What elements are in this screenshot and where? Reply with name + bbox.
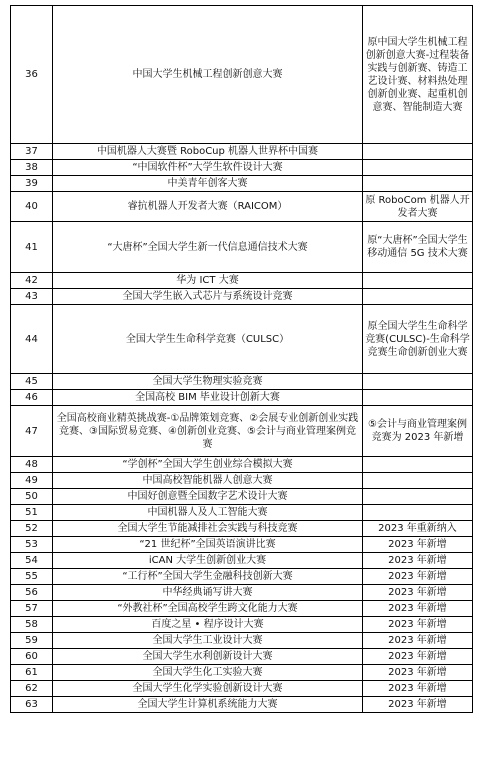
competition-note: [363, 160, 473, 176]
table-row: [11, 374, 473, 390]
table-row: [11, 457, 473, 473]
competition-name: 全国高校 BIM 毕业设计创新大赛: [53, 390, 363, 406]
row-number: 57: [11, 601, 53, 617]
row-number: 42: [11, 273, 53, 289]
competition-name: 全国大学生嵌入式芯片与系统设计竞赛: [53, 289, 363, 305]
row-number: 41: [11, 222, 53, 273]
competition-note: 2023 年新增: [363, 681, 473, 697]
competition-name: 全国大学生工业设计大赛: [53, 633, 363, 649]
row-number: 61: [11, 665, 53, 681]
competition-name: “大唐杯”全国大学生新一代信息通信技术大赛: [53, 222, 363, 273]
competition-note: [363, 176, 473, 192]
competition-name: “中国软件杯”大学生软件设计大赛: [53, 160, 363, 176]
competition-name: 全国大学生生命科学竞赛（CULSC）: [53, 305, 363, 374]
competition-table: [10, 5, 473, 713]
competition-name: “21 世纪杯”全国英语演讲比赛: [53, 537, 363, 553]
competition-note: 原“大唐杯”全国大学生移动通信 5G 技术大赛: [363, 222, 473, 273]
competition-note: 2023 年新增: [363, 649, 473, 665]
competition-name: 中华经典诵写讲大赛: [53, 585, 363, 601]
competition-name: 全国大学生化工实验大赛: [53, 665, 363, 681]
competition-note: [363, 505, 473, 521]
table-row: [11, 160, 473, 176]
table-row: [11, 521, 473, 537]
table-row: [11, 305, 473, 374]
competition-note: 2023 年新增: [363, 585, 473, 601]
row-number: 45: [11, 374, 53, 390]
table-row: [11, 489, 473, 505]
competition-note: [363, 144, 473, 160]
competition-note: 2023 年新增: [363, 553, 473, 569]
row-number: 63: [11, 697, 53, 713]
table-row: [11, 601, 473, 617]
competition-name: “工行杯”全国大学生金融科技创新大赛: [53, 569, 363, 585]
row-number: 55: [11, 569, 53, 585]
competition-note: 原 RoboCom 机器人开发者大赛: [363, 192, 473, 222]
competition-name: 全国高校商业精英挑战赛-①品牌策划竞赛、②会展专业创新创业实践竞赛、③国际贸易竞赛、④创新创业竞赛、⑤会计与商业管理案例竞赛: [53, 406, 363, 457]
row-number: 52: [11, 521, 53, 537]
table-row: [11, 473, 473, 489]
competition-note: 2023 年新增: [363, 569, 473, 585]
competition-name: 全国大学生化学实验创新设计大赛: [53, 681, 363, 697]
table-row: [11, 144, 473, 160]
row-number: 43: [11, 289, 53, 305]
competition-name: 百度之星 • 程序设计大赛: [53, 617, 363, 633]
row-number: 49: [11, 473, 53, 489]
table-row: [11, 697, 473, 713]
competition-name: “外教社杯”全国高校学生跨文化能力大赛: [53, 601, 363, 617]
table-row: [11, 585, 473, 601]
row-number: 58: [11, 617, 53, 633]
table-row: [11, 569, 473, 585]
table-row: [11, 537, 473, 553]
competition-name: “学创杯”全国大学生创业综合模拟大赛: [53, 457, 363, 473]
competition-note: 2023 年新增: [363, 665, 473, 681]
row-number: 37: [11, 144, 53, 160]
competition-note: 原全国大学生生命科学竞赛(CULSC)-生命科学竞赛生命创新创业大赛: [363, 305, 473, 374]
competition-note: 2023 年新增: [363, 633, 473, 649]
competition-note: 2023 年新增: [363, 601, 473, 617]
table-row: [11, 649, 473, 665]
competition-note: [363, 489, 473, 505]
competition-note: 2023 年新增: [363, 537, 473, 553]
competition-note: 原中国大学生机械工程创新创意大赛-过程装备实践与创新赛、铸造工艺设计赛、材料热处理创新创业赛、起重机创意赛、智能制造大赛: [363, 6, 473, 144]
table-row: [11, 633, 473, 649]
row-number: 39: [11, 176, 53, 192]
competition-name: 全国大学生计算机系统能力大赛: [53, 697, 363, 713]
competition-name: 华为 ICT 大赛: [53, 273, 363, 289]
row-number: 48: [11, 457, 53, 473]
row-number: 47: [11, 406, 53, 457]
table-row: [11, 192, 473, 222]
competition-name: 全国大学生节能减排社会实践与科技竞赛: [53, 521, 363, 537]
competition-name: 中国机器人大赛暨 RoboCup 机器人世界杯中国赛: [53, 144, 363, 160]
table-row: [11, 289, 473, 305]
row-number: 50: [11, 489, 53, 505]
competition-name: iCAN 大学生创新创业大赛: [53, 553, 363, 569]
row-number: 44: [11, 305, 53, 374]
row-number: 40: [11, 192, 53, 222]
row-number: 38: [11, 160, 53, 176]
row-number: 54: [11, 553, 53, 569]
table-row: [11, 665, 473, 681]
row-number: 36: [11, 6, 53, 144]
row-number: 62: [11, 681, 53, 697]
table-row: [11, 176, 473, 192]
competition-name: 中国高校智能机器人创意大赛: [53, 473, 363, 489]
row-number: 56: [11, 585, 53, 601]
table-row: [11, 681, 473, 697]
table-row: [11, 617, 473, 633]
competition-note: ⑤会计与商业管理案例竞赛为 2023 年新增: [363, 406, 473, 457]
row-number: 59: [11, 633, 53, 649]
competition-note: [363, 289, 473, 305]
table-row: [11, 6, 473, 144]
competition-name: 中美青年创客大赛: [53, 176, 363, 192]
competition-note: 2023 年重新纳入: [363, 521, 473, 537]
table-row: [11, 505, 473, 521]
competition-table-body: [11, 6, 473, 713]
competition-note: 2023 年新增: [363, 617, 473, 633]
competition-name: 全国大学生水利创新设计大赛: [53, 649, 363, 665]
table-row: [11, 406, 473, 457]
competition-note: [363, 273, 473, 289]
table-row: [11, 222, 473, 273]
row-number: 51: [11, 505, 53, 521]
competition-note: [363, 457, 473, 473]
competition-name: 全国大学生物理实验竞赛: [53, 374, 363, 390]
competition-note: [363, 390, 473, 406]
competition-note: [363, 473, 473, 489]
competition-note: [363, 374, 473, 390]
competition-name: 中国好创意暨全国数字艺术设计大赛: [53, 489, 363, 505]
competition-name: 中国大学生机械工程创新创意大赛: [53, 6, 363, 144]
row-number: 46: [11, 390, 53, 406]
competition-name: 中国机器人及人工智能大赛: [53, 505, 363, 521]
table-row: [11, 390, 473, 406]
competition-note: 2023 年新增: [363, 697, 473, 713]
row-number: 53: [11, 537, 53, 553]
row-number: 60: [11, 649, 53, 665]
table-row: [11, 553, 473, 569]
competition-name: 睿抗机器人开发者大赛（RAICOM）: [53, 192, 363, 222]
table-row: [11, 273, 473, 289]
